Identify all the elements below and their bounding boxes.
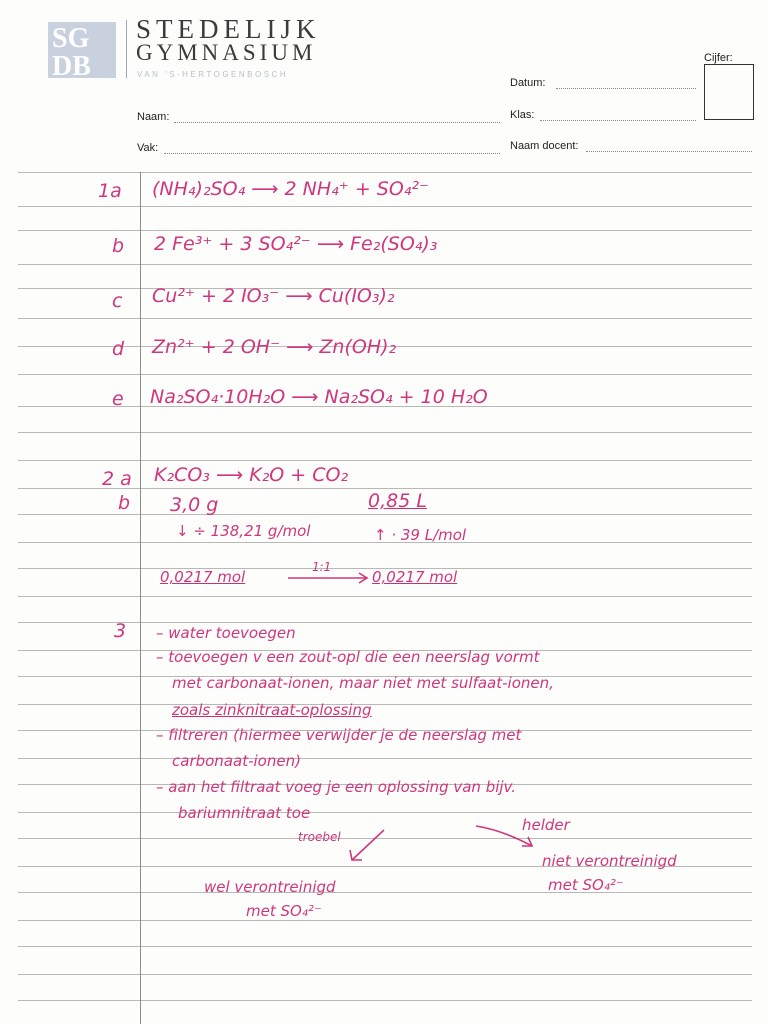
naam-field[interactable]: [174, 122, 500, 123]
q2b-mol-right: 0,0217 mol: [372, 568, 458, 586]
q1c-answer: Cu²⁺ + 2 IO₃⁻ ⟶ Cu(IO₃)₂: [152, 285, 395, 307]
ruled-line: [18, 172, 752, 173]
cijfer-box[interactable]: [704, 64, 754, 120]
docent-field[interactable]: [586, 151, 752, 152]
q3-line-4: zoals zinknitraat-oplossing: [172, 701, 372, 719]
svg-text:SG: SG: [52, 23, 90, 54]
q2b-volume: 0,85 L: [368, 490, 427, 512]
ruled-line: [18, 892, 752, 893]
q3-line-1: – water toevoegen: [156, 624, 296, 642]
q3-number: 3: [114, 620, 127, 642]
q2a-number: 2 a: [102, 468, 132, 490]
ruled-line: [18, 318, 752, 319]
niet-verontreinigd-line1: niet verontreinigd: [542, 852, 677, 870]
arrow-right-icon: [286, 572, 372, 584]
ruled-line: [18, 230, 752, 231]
q2b-ratio: 1:1: [312, 560, 332, 574]
school-logo: [48, 22, 116, 78]
datum-label: Datum:: [510, 77, 546, 89]
q1b-answer: 2 Fe³⁺ + 3 SO₄²⁻ ⟶ Fe₂(SO₄)₃: [154, 233, 438, 255]
ruled-line: [18, 812, 752, 813]
q3-line-5: – filtreren (hiermee verwijder je de neerslag met: [156, 726, 522, 744]
helder-label: helder: [522, 816, 570, 834]
docent-label: Naam docent:: [510, 140, 579, 152]
vak-label: Vak:: [137, 142, 159, 154]
wel-verontreinigd-line1: wel verontreinigd: [204, 878, 336, 896]
q1a-number: 1a: [98, 180, 122, 202]
q2b-multiplication: ↑ · 39 L/mol: [374, 526, 467, 544]
klas-field[interactable]: [540, 120, 696, 121]
arrow-down-right-icon: [472, 820, 542, 854]
datum-field[interactable]: [556, 88, 696, 89]
school-name-line1: STEDELIJK: [136, 14, 321, 44]
ruled-line: [18, 432, 752, 433]
q1a-answer: (NH₄)₂SO₄ ⟶ 2 NH₄⁺ + SO₄²⁻: [152, 178, 430, 200]
q2a-answer: K₂CO₃ ⟶ K₂O + CO₂: [154, 464, 349, 486]
school-name-line3: VAN 'S-HERTOGENBOSCH: [137, 70, 289, 79]
q1e-number: e: [112, 388, 124, 410]
q3-line-8: bariumnitraat toe: [178, 804, 311, 822]
vak-field[interactable]: [164, 153, 500, 154]
q3-line-3: met carbonaat-ionen, maar niet met sulfaat-ionen,: [172, 674, 554, 692]
q1d-number: d: [112, 338, 125, 360]
arrow-down-left-icon: [340, 826, 390, 866]
ruled-line: [18, 514, 752, 515]
ruled-line: [18, 704, 752, 705]
ruled-line: [18, 206, 752, 207]
q2b-division: ↓ ÷ 138,21 g/mol: [176, 522, 311, 540]
niet-verontreinigd-line2: met SO₄²⁻: [548, 876, 624, 894]
ruled-line: [18, 374, 752, 375]
ruled-line: [18, 622, 752, 623]
q3-line-7: – aan het filtraat voeg je een oplossing van bijv.: [156, 778, 516, 796]
q1c-number: c: [112, 290, 123, 312]
klas-label: Klas:: [510, 109, 535, 121]
ruled-line: [18, 920, 752, 921]
q3-line-2: – toevoegen v een zout-opl die een neerslag vormt: [156, 648, 540, 666]
cijfer-label: Cijfer:: [704, 52, 733, 64]
ruled-line: [18, 596, 752, 597]
wel-verontreinigd-line2: met SO₄²⁻: [246, 902, 322, 920]
ruled-line: [18, 758, 752, 759]
school-name-line2: GYMNASIUM: [136, 40, 317, 65]
q1e-answer: Na₂SO₄·10H₂O ⟶ Na₂SO₄ + 10 H₂O: [150, 386, 488, 408]
ruled-line: [18, 946, 752, 947]
svg-text:DB: DB: [52, 51, 91, 78]
ruled-line: [18, 264, 752, 265]
ruled-line: [18, 974, 752, 975]
q1b-number: b: [112, 235, 125, 257]
ruled-line: [18, 460, 752, 461]
logo-divider: [126, 20, 127, 78]
q2b-number: b: [118, 492, 131, 514]
q1d-answer: Zn²⁺ + 2 OH⁻ ⟶ Zn(OH)₂: [152, 336, 397, 358]
naam-label: Naam:: [137, 111, 170, 123]
q2b-mass: 3,0 g: [170, 494, 219, 516]
ruled-line: [18, 1000, 752, 1001]
q3-line-6: carbonaat-ionen): [172, 752, 301, 770]
troebel-label: troebel: [298, 830, 341, 844]
margin-line: [140, 172, 141, 1024]
q2b-mol-left: 0,0217 mol: [160, 568, 246, 586]
